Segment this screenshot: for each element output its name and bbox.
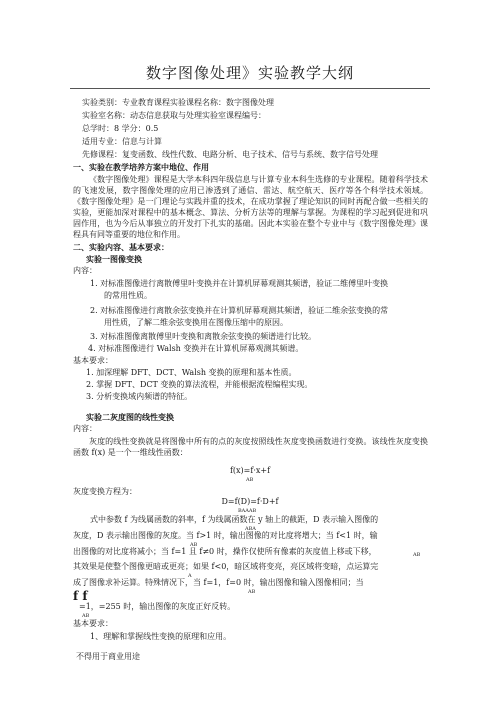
exp1-item: 2. 对标准图像进行离散余弦变换并在计算机屏幕观测其频谱，验证二维余弦变换的常 (90, 306, 389, 315)
exp2-line: 式中参数 f 为线属函数的斜率，f 为线属函数在 y 轴上的截距，D 表示输入图像的 (90, 515, 379, 524)
section-2-heading: 二、实验内容、基本要求： (73, 242, 169, 252)
formula-subscript: AB (246, 477, 254, 483)
exp1-item: 1. 对标准图像进行离散傅里叶变换并在计算机屏幕观测其频谱，验证二维傅里叶变换 (90, 279, 389, 288)
exp2-paragraph: 灰度的线性变换就是将图像中所有的点的灰度按照线性灰度变换函数进行变换。该线性灰度变换函数 f(x) 是一个一维线性函数： (73, 437, 428, 457)
exp2-line: f f (73, 589, 88, 603)
exp1-item: 用性质，了解二维余弦变换用在图像压缩中的原因。 (104, 318, 288, 327)
exp1-item: 的常用性质。 (104, 291, 152, 300)
section-1-paragraph: 《数字图像处理》课程是大学本科四年级信息与计算专业本科生选修的专业课程。随着科学技术的飞速发展，数字图像处理的应用已渗透到了通信、雷达、航空航天、医疗等各个科学技术领域。《数字图像处理》是一门理论与实践并重的技术，在成功掌握了理论知识的同时再配合做一些相关的实验，更能加深对课程中的基本概念、算法、分析方法等的理解与掌握。为课程的学习起到促进和巩固作用，也为今后从事独立的开发打下扎实的基础。因此本实验在整个专业中与《数字图像处理》课程具有同等重要的地位和作用。 (73, 175, 428, 239)
formula-subscript: BAAAB (238, 508, 257, 514)
exp2-req: 1、理解和掌握线性变换的原理和应用。 (90, 632, 232, 641)
exp2-subscript: AB (190, 542, 198, 548)
applicable-major: 适用专业：信息与计算 (82, 137, 162, 146)
exp2-subscript: AB (82, 613, 90, 619)
formula-gray-transform: D=f(D)=f·D+f (221, 497, 279, 506)
exp1-title: 实验一图像变换 (86, 254, 142, 264)
section-1-heading: 一、实验在教学培养方案中地位、作用 (73, 162, 209, 172)
exp2-line: 其效果是使整个图像更暗或更亮；如果 f<0，暗区域将变亮，亮区域将变暗，点运算完 (73, 562, 379, 571)
lab-name: 实验室名称：动态信息获取与处理实验室课程编号： (82, 111, 266, 120)
exp2-subscript: AB (413, 552, 421, 558)
page-title: 数字图像处理》实验教学大纲 (145, 64, 354, 82)
exp2-title: 实验二灰度图的线性变换 (86, 412, 174, 422)
exp2-line: 出图像的对比度将减小；当 f=1 且 f≠0 时，操作仅使所有像素的灰度值上移或下移， (73, 547, 377, 556)
exp1-req-label: 基本要求： (73, 356, 113, 365)
exp1-req: 2. 掌握 DFT、DCT 变换的算法流程，并能根据流程编程实现。 (86, 380, 313, 389)
exp2-line: =1，=255 时，输出图像的灰度正好反转。 (79, 602, 236, 611)
exp2-line: 灰度，D 表示输出图像的灰度。当 f>1 时，输出图像的对比度将增大；当 f<1 时，输 (73, 531, 378, 540)
exp1-content-label: 内容： (73, 266, 97, 275)
title-divider (70, 88, 430, 89)
formula-linear-function: f(x)=f·x+f (229, 466, 271, 475)
exp1-req: 1. 加深理解 DFT、DCT、Walsh 变换的原理和基本性质。 (86, 368, 297, 377)
exp2-subscript: ABA (245, 526, 256, 532)
exp2-content-label: 内容： (73, 424, 97, 433)
exp2-subscript: A (188, 573, 192, 579)
exp2-subscript: AB (248, 589, 256, 595)
prerequisites: 先修课程：复变函数、线性代数、电路分析、电子技术、信号与系统、数字信号处理 (82, 150, 378, 159)
exp1-req: 3. 分析变换域内频谱的特征。 (86, 392, 193, 401)
exp1-item: 3. 对标准图像离散傅里叶变换和离散余弦变换的频谱进行比较。 (90, 332, 317, 341)
exp2-req-label: 基本要求： (73, 619, 113, 628)
exp1-item: 4. 对标准图像进行 Walsh 变换并在计算机屏幕观测其频谱。 (88, 344, 304, 353)
total-hours: 总学时：8 学分：0.5 (82, 124, 159, 133)
course-category: 实验类别：专业教育课程实验课程名称：数字图像处理 (82, 98, 274, 107)
footer-note: 不得用于商业用途 (76, 652, 140, 661)
exp2-equation-label: 灰度变换方程为： (73, 487, 137, 496)
exp2-line: 成了图像求补运算。特殊情况下，当 f=1，f=0 时，输出图像和输入图像相同；当 (73, 578, 364, 587)
